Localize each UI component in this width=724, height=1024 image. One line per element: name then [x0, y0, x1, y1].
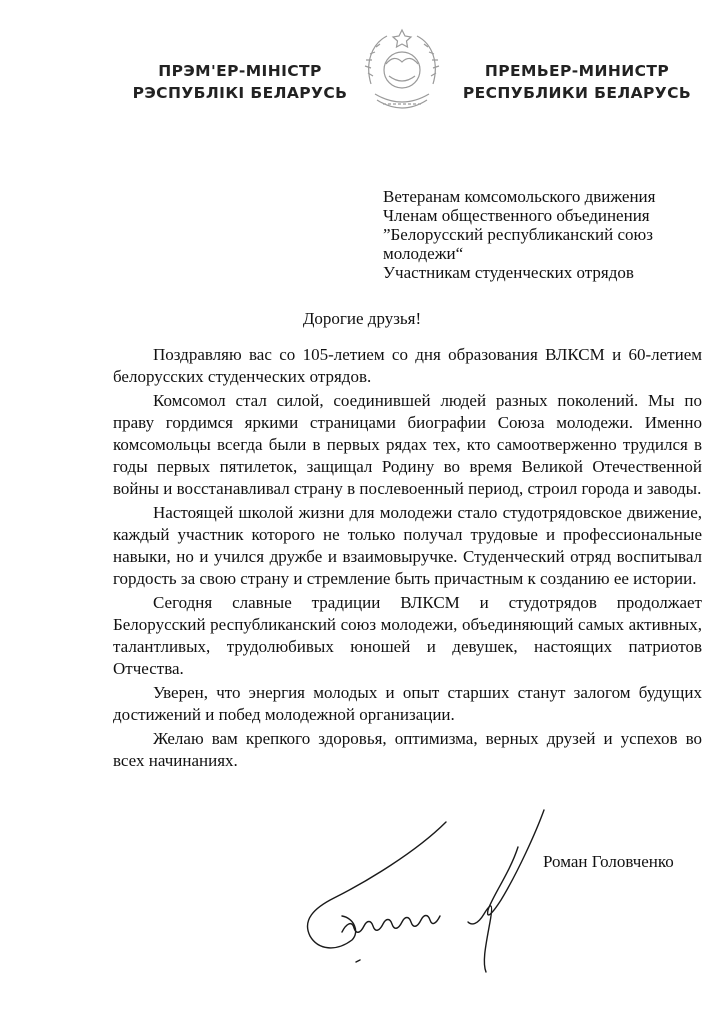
salutation: Дорогие друзья!: [302, 309, 422, 328]
paragraph: Желаю вам крепкого здоровья, оптимизма, верных друзей и успехов во всех начинаниях.: [113, 729, 702, 770]
recipient-line: Участникам студенческих отрядов: [383, 263, 634, 282]
paragraph: Комсомол стал силой, соединившей людей разных поколений. Мы по праву гордимся яркими страницами биографии Союза молодежи. Именно комсомольцы всегда были в первых рядах тех, кто самоотверженно трудился в годы первых пятилеток, защищал Родину во время Великой Отечественной войны и восстанавливал страну в послевоенный период, строил города и заводы.: [113, 391, 702, 498]
recipient-line: молодежи“: [383, 244, 464, 263]
recipient-line: Ветеранам комсомольского движения: [383, 187, 656, 206]
letterhead-belarusian: [120, 60, 360, 104]
letterhead-russian: [452, 60, 702, 104]
paragraph: Сегодня славные традиции ВЛКСМ и студотрядов продолжает Белорусский республиканский союз молодежи, объединяющий самых активных, талантливых, трудолюбивых юношей и девушек, настоящих патриотов Отчества.: [113, 593, 702, 678]
letterhead-russian-line-2: РЕСПУБЛИКИ БЕЛАРУСЬ: [462, 84, 692, 102]
paragraph: Поздравляю вас со 105-летием со дня образования ВЛКСМ и 60-летием белорусских студенческих отрядов.: [113, 345, 702, 386]
letterhead-belarusian-line-2: РЭСПУБЛІКІ БЕЛАРУСЬ: [132, 84, 348, 102]
state-emblem-icon: [361, 24, 443, 120]
signer-name: Роман Головченко: [543, 852, 674, 871]
recipient-line: Членам общественного объединения: [383, 206, 650, 225]
letterhead-belarusian-line-1: ПРЭМ'ЕР-МІНІСТР: [158, 62, 322, 80]
recipients-block: [383, 187, 703, 282]
recipient-line: ”Белорусский республиканский союз: [383, 225, 653, 244]
paragraph: Уверен, что энергия молодых и опыт старших станут залогом будущих достижений и побед молодежной организации.: [113, 683, 702, 724]
letter-body: [113, 344, 702, 774]
letterhead-russian-line-1: ПРЕМЬЕР-МИНИСТР: [484, 62, 670, 80]
handwritten-signature-icon: [296, 802, 556, 982]
paragraph: Настоящей школой жизни для молодежи стало студотрядовское движение, каждый участник которого не только получал трудовые и профессиональные навыки, но и учился дружбе и взаимовыручке. Студенческий отряд воспитывал гордость за свою страну и стремление быть причастным к созданию ее истории.: [113, 503, 702, 588]
